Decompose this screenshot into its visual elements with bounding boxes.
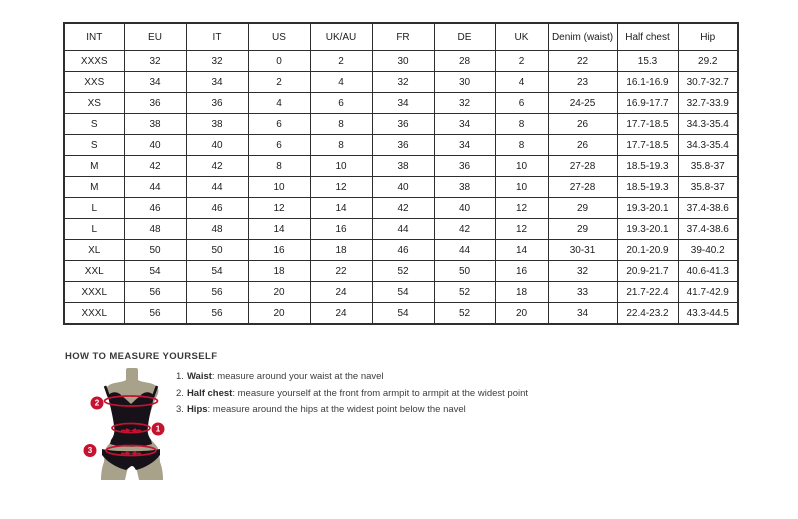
size-cell: 6 — [248, 135, 310, 156]
size-cell: 54 — [372, 282, 434, 303]
instruction-text: : measure yourself at the front from armpit to armpit at the widest point — [232, 387, 529, 399]
size-cell: 34 — [548, 303, 617, 325]
instruction-label: Half chest — [186, 387, 233, 399]
size-cell: 48 — [186, 219, 248, 240]
size-cell: 30-31 — [548, 240, 617, 261]
size-cell: 44 — [372, 219, 434, 240]
size-cell: 20 — [248, 282, 310, 303]
size-cell: 19.3-20.1 — [617, 219, 678, 240]
size-cell: 17.7-18.5 — [617, 114, 678, 135]
size-row — [64, 72, 738, 93]
size-cell: 29 — [548, 198, 617, 219]
size-cell: 32.7-33.9 — [678, 93, 738, 114]
measurement-figure — [82, 366, 182, 490]
size-cell: 52 — [434, 303, 495, 325]
size-row — [64, 177, 738, 198]
column-header: UK/AU — [310, 23, 372, 51]
waist-badge — [152, 423, 165, 436]
svg-text:3: 3 — [87, 446, 93, 455]
size-row — [64, 135, 738, 156]
instruction-number: 3. — [176, 404, 184, 415]
size-cell: 10 — [495, 177, 548, 198]
size-cell: 36 — [124, 93, 186, 114]
size-cell: 50 — [434, 261, 495, 282]
size-table-header-row — [64, 23, 738, 51]
hips-badge — [84, 444, 97, 457]
size-cell: 43.3-44.5 — [678, 303, 738, 325]
size-cell: XXL — [64, 261, 124, 282]
size-cell: 32 — [124, 51, 186, 72]
size-cell: 29.2 — [678, 51, 738, 72]
instruction-label: Hips — [186, 404, 208, 415]
size-cell: 18.5-19.3 — [617, 177, 678, 198]
size-cell: 2 — [310, 51, 372, 72]
size-cell: 12 — [495, 198, 548, 219]
size-cell: 24-25 — [548, 93, 617, 114]
size-cell: 40 — [372, 177, 434, 198]
size-cell: 4 — [248, 93, 310, 114]
size-cell: 44 — [434, 240, 495, 261]
size-cell: 21.7-22.4 — [617, 282, 678, 303]
size-cell: 44 — [124, 177, 186, 198]
size-cell: 30 — [372, 51, 434, 72]
size-cell: 16 — [310, 219, 372, 240]
size-cell: 20 — [248, 303, 310, 325]
column-header: Denim (waist) — [548, 23, 617, 51]
size-cell: 56 — [186, 282, 248, 303]
size-cell: L — [64, 198, 124, 219]
size-cell: 36 — [372, 114, 434, 135]
size-cell: 16.1-16.9 — [617, 72, 678, 93]
size-cell: 18.5-19.3 — [617, 156, 678, 177]
column-header: EU — [124, 23, 186, 51]
column-header: US — [248, 23, 310, 51]
size-cell: M — [64, 177, 124, 198]
size-cell: 38 — [124, 114, 186, 135]
size-cell: 54 — [186, 261, 248, 282]
size-cell: 38 — [372, 156, 434, 177]
size-row — [64, 261, 738, 282]
size-cell: 37.4-38.6 — [678, 198, 738, 219]
size-cell: 37.4-38.6 — [678, 219, 738, 240]
size-cell: 0 — [248, 51, 310, 72]
size-cell: 32 — [434, 93, 495, 114]
size-cell: 42 — [434, 219, 495, 240]
svg-text:1: 1 — [155, 424, 161, 434]
size-cell: 48 — [124, 219, 186, 240]
svg-text:2: 2 — [94, 398, 100, 408]
instruction-label: Waist — [186, 371, 212, 382]
size-cell: 40 — [186, 135, 248, 156]
size-table-body — [64, 51, 738, 325]
size-cell: 8 — [310, 114, 372, 135]
size-cell: 44 — [186, 177, 248, 198]
size-cell: 6 — [248, 114, 310, 135]
size-cell: 52 — [372, 261, 434, 282]
size-cell: 34 — [124, 72, 186, 93]
size-cell: 12 — [495, 219, 548, 240]
column-header: Half chest — [617, 23, 678, 51]
size-cell: 36 — [372, 135, 434, 156]
size-cell: 40 — [124, 135, 186, 156]
size-cell: 38 — [434, 177, 495, 198]
size-cell: 38 — [186, 114, 248, 135]
size-cell: 12 — [310, 177, 372, 198]
size-cell: 10 — [310, 156, 372, 177]
size-cell: 39-40.2 — [678, 240, 738, 261]
size-cell: 8 — [248, 156, 310, 177]
size-cell: 18 — [310, 240, 372, 261]
column-header: Hip — [678, 23, 738, 51]
size-cell: 10 — [248, 177, 310, 198]
size-cell: 24 — [310, 303, 372, 325]
size-cell: 56 — [124, 303, 186, 325]
size-cell: S — [64, 135, 124, 156]
size-cell: 27-28 — [548, 177, 617, 198]
half-chest-badge — [91, 397, 104, 410]
size-cell: XXXL — [64, 303, 124, 325]
size-row — [64, 51, 738, 72]
measure-instructions — [176, 371, 528, 421]
size-cell: 2 — [495, 51, 548, 72]
size-cell: 40.6-41.3 — [678, 261, 738, 282]
size-cell: 36 — [186, 93, 248, 114]
size-cell: 35.8-37 — [678, 156, 738, 177]
size-cell: 27-28 — [548, 156, 617, 177]
size-cell: 19.3-20.1 — [617, 198, 678, 219]
size-cell: 10 — [495, 156, 548, 177]
size-cell: 42 — [124, 156, 186, 177]
size-cell: 32 — [372, 72, 434, 93]
size-cell: XXXL — [64, 282, 124, 303]
size-cell: 20 — [495, 303, 548, 325]
size-row — [64, 219, 738, 240]
size-cell: 26 — [548, 135, 617, 156]
size-cell: 16 — [248, 240, 310, 261]
size-cell: 34 — [186, 72, 248, 93]
size-cell: 4 — [310, 72, 372, 93]
size-cell: XXXS — [64, 51, 124, 72]
size-cell: 18 — [495, 282, 548, 303]
size-cell: 46 — [124, 198, 186, 219]
size-cell: 14 — [248, 219, 310, 240]
size-cell: 22 — [310, 261, 372, 282]
size-row — [64, 240, 738, 261]
size-cell: 8 — [495, 135, 548, 156]
size-cell: 14 — [310, 198, 372, 219]
measure-instruction — [176, 388, 528, 405]
instruction-text: : measure around your waist at the navel — [211, 371, 384, 382]
size-cell: 20.9-21.7 — [617, 261, 678, 282]
size-cell: 8 — [310, 135, 372, 156]
size-cell: 42 — [372, 198, 434, 219]
size-cell: 36 — [434, 156, 495, 177]
size-cell: 12 — [248, 198, 310, 219]
size-cell: 40 — [434, 198, 495, 219]
size-cell: 20.1-20.9 — [617, 240, 678, 261]
size-cell: 50 — [186, 240, 248, 261]
size-cell: 6 — [495, 93, 548, 114]
size-cell: 14 — [495, 240, 548, 261]
measure-instruction — [176, 371, 528, 388]
size-cell: 34.3-35.4 — [678, 135, 738, 156]
measure-instruction — [176, 404, 528, 421]
size-cell: 17.7-18.5 — [617, 135, 678, 156]
column-header: DE — [434, 23, 495, 51]
size-cell: 22 — [548, 51, 617, 72]
size-cell: 32 — [548, 261, 617, 282]
instruction-text: : measure around the hips at the widest point below the navel — [207, 404, 466, 415]
size-cell: S — [64, 114, 124, 135]
size-cell: 4 — [495, 72, 548, 93]
size-cell: 41.7-42.9 — [678, 282, 738, 303]
size-cell: XL — [64, 240, 124, 261]
size-cell: 22.4-23.2 — [617, 303, 678, 325]
size-cell: 18 — [248, 261, 310, 282]
size-cell: 52 — [434, 282, 495, 303]
size-cell: 28 — [434, 51, 495, 72]
size-row — [64, 282, 738, 303]
size-cell: XXS — [64, 72, 124, 93]
column-header: UK — [495, 23, 548, 51]
size-cell: 24 — [310, 282, 372, 303]
size-cell: 32 — [186, 51, 248, 72]
size-cell: 34 — [372, 93, 434, 114]
size-cell: 6 — [310, 93, 372, 114]
size-cell: 34 — [434, 135, 495, 156]
size-cell: 16.9-17.7 — [617, 93, 678, 114]
size-cell: 8 — [495, 114, 548, 135]
size-cell: 54 — [372, 303, 434, 325]
size-cell: L — [64, 219, 124, 240]
size-cell: 35.8-37 — [678, 177, 738, 198]
size-cell: 29 — [548, 219, 617, 240]
size-cell: 42 — [186, 156, 248, 177]
size-row — [64, 303, 738, 325]
size-row — [64, 93, 738, 114]
column-header: FR — [372, 23, 434, 51]
size-row — [64, 156, 738, 177]
instruction-number: 2. — [176, 387, 184, 399]
mannequin-illustration — [82, 366, 182, 490]
size-cell: 34.3-35.4 — [678, 114, 738, 135]
size-cell: 34 — [434, 114, 495, 135]
instruction-number: 1. — [176, 371, 184, 382]
size-cell: 46 — [186, 198, 248, 219]
size-cell: XS — [64, 93, 124, 114]
size-cell: 26 — [548, 114, 617, 135]
size-cell: 33 — [548, 282, 617, 303]
size-table — [63, 22, 739, 325]
size-cell: M — [64, 156, 124, 177]
how-to-measure-title: HOW TO MEASURE YOURSELF — [65, 351, 218, 362]
size-cell: 15.3 — [617, 51, 678, 72]
size-cell: 2 — [248, 72, 310, 93]
column-header: IT — [186, 23, 248, 51]
size-cell: 54 — [124, 261, 186, 282]
size-cell: 30 — [434, 72, 495, 93]
size-cell: 46 — [372, 240, 434, 261]
size-row — [64, 114, 738, 135]
size-row — [64, 198, 738, 219]
size-cell: 56 — [186, 303, 248, 325]
size-cell: 16 — [495, 261, 548, 282]
size-cell: 23 — [548, 72, 617, 93]
size-cell: 30.7-32.7 — [678, 72, 738, 93]
column-header: INT — [64, 23, 124, 51]
size-cell: 56 — [124, 282, 186, 303]
size-cell: 50 — [124, 240, 186, 261]
